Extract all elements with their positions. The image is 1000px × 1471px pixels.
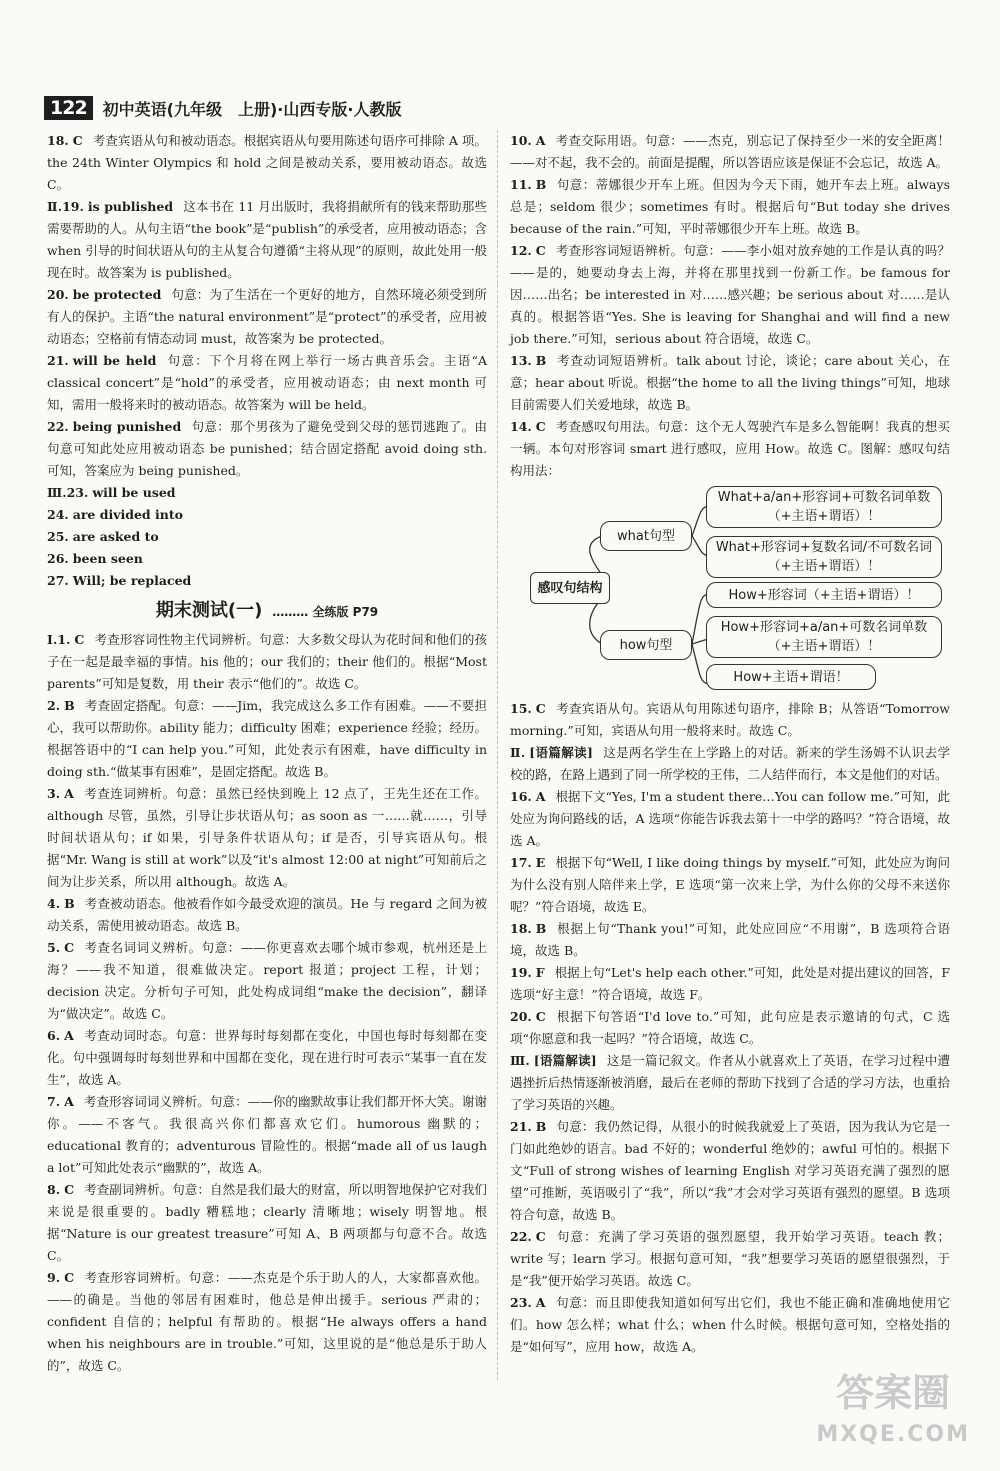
question-number: 17. xyxy=(510,855,532,870)
question-number: 16. xyxy=(510,789,532,804)
answer-entry xyxy=(47,416,487,482)
explanation-text: 考查连词辨析。句意：虽然已经快到晚上 12 点了，王先生还在工作。although 尽管，虽然，引导让步状语从句；as soon as 一……就……，引导时间状语从句；if 如果，引导条件状语从句；if 是否，引导宾语从句。根据“Mr. Wang is still at work”以及“it's almost 12:00 at night”可知前后之间为让步关系，所以用 although。故选 A。 xyxy=(47,786,487,889)
answer-entry xyxy=(47,1091,487,1179)
answer-entry xyxy=(510,240,950,350)
page-number: 122 xyxy=(44,96,93,120)
answer-key: E xyxy=(535,855,546,870)
question-number: 26. xyxy=(47,551,69,566)
answer-key: C xyxy=(535,1229,546,1244)
explanation-text: 考查名词词义辨析。句意：——你更喜欢去哪个城市参观，杭州还是上海？——我不知道，很难做决定。report 报道；project 工程，计划；decision 决定。分析句子可知，此处构成词组“make the decision”，翻译为“做决定”。故选 C。 xyxy=(47,940,487,1021)
question-number: 21. xyxy=(47,353,69,368)
answer-entry xyxy=(510,1006,950,1050)
question-number: 6. xyxy=(47,1028,61,1043)
explanation-text: 根据上句“Thank you!”可知，此处应回应“不用谢”，B 选项符合语境，故选 B。 xyxy=(510,921,950,958)
answer-key: A xyxy=(64,1094,74,1109)
answer-key: A xyxy=(535,1295,546,1310)
answer-entry xyxy=(47,695,487,783)
explanation-text: 考查宾语从句。宾语从句用陈述句语序，排除 B；从答语“Tomorrow morning.”可知，宾语从句用一般将来时。故选 C。 xyxy=(510,701,950,738)
watermark-url: MXQE.COM xyxy=(816,1422,970,1447)
section-title-text: 期末测试(一) xyxy=(155,600,263,621)
explanation-text: 句意：下个月将在网上举行一场古典音乐会。主语“A classical concert”是“hold”的承受者，应用被动语态；由 next month 可知，需用一般将来时的被动语态。故答案为 will be held。 xyxy=(47,353,488,412)
answer-key: A xyxy=(64,786,74,801)
answer-entry xyxy=(47,629,487,695)
answer-key: A xyxy=(535,789,546,804)
answer-entry xyxy=(510,1226,950,1292)
question-number: 20. xyxy=(510,1009,532,1024)
question-number: 15. xyxy=(510,701,532,716)
explanation-text: 句意：为了生活在一个更好的地方，自然环境必须受到所有人的保护。主语“the natural environment”是“protect”的承受者，应用被动语态；空格前有情态动词 must，故答案为 be protected。 xyxy=(47,287,487,346)
explanation-text: 考查被动语态。他被看作如今最受欢迎的演员。He 与 regard 之间为被动关系，需使用被动语态。故选 B。 xyxy=(47,896,487,933)
answer-entry xyxy=(510,174,950,240)
how-item-2: How+形容词+a/an+可数名词单数（+主语+谓语）！ xyxy=(706,616,942,658)
answer-key: C xyxy=(64,1182,75,1197)
explanation-text: 考查动词短语辨析。talk about 讨论，谈论；care about 关心，在意；hear about 听说。根据“the home to all the living things”可知，地球目前需要人们关爱地球，故选 B。 xyxy=(510,353,950,412)
how-item-1: How+形容词（+主语+谓语）！ xyxy=(706,582,942,608)
answer-entry xyxy=(47,1267,487,1377)
question-number: 21. xyxy=(510,1119,532,1134)
answer-key: B xyxy=(64,698,75,713)
right-column xyxy=(510,130,950,1358)
answer-key: C xyxy=(64,1270,75,1285)
answer-entry xyxy=(510,918,950,962)
question-number: 10. xyxy=(510,133,532,148)
answer-key: C xyxy=(64,940,75,955)
answer-entry xyxy=(510,416,950,482)
answer-key: B xyxy=(535,1119,547,1134)
left-column xyxy=(47,130,487,1377)
explanation-text: 考查宾语从句和被动语态。根据宾语从句要用陈述句语序可排除 A 项。the 24th Winter Olympics 和 hold 之间是被动关系，要用被动语态。故选 C。 xyxy=(47,133,487,192)
explanation-text: 根据上句“Let's help each other.”可知，此处是对提出建议的回答，F 选项“好主意！”符合语境，故选 F。 xyxy=(510,965,950,1002)
answer-key: is published xyxy=(87,199,174,214)
answer-key: be protected xyxy=(72,287,162,302)
answer-key: A xyxy=(64,1028,74,1043)
answer-key: F xyxy=(535,965,545,980)
watermark-text: 答案圈 xyxy=(836,1371,951,1415)
question-number: 2. xyxy=(47,698,61,713)
explanation-text: 考查形容词性物主代词辨析。句意：大多数父母认为花时间和他们的孩子在一起是最幸福的事情。his 他的；our 我们的；their 他们的。根据“Most parents”可知是复数，用 their 表示“他们的”。故选 C。 xyxy=(47,632,487,691)
explanation-text: 根据下文“Yes, I'm a student there…You can follow me.”可知，此处应为询问路线的话，A 选项“你能告诉我去第十一中学的路吗？”符合语境，故选 A。 xyxy=(510,789,950,848)
page-header xyxy=(44,90,960,126)
question-number: 5. xyxy=(47,940,61,955)
answer-key: C xyxy=(535,701,546,716)
explanation-text: 句意：而且即使我知道如何写出它们，我也不能正确和准确地使用它们。how 怎么样；what 什么；when 什么时候。根据句意可知，空格处指的是“如何写”，应用 how，故选 A。 xyxy=(510,1295,950,1354)
answer-key: C xyxy=(74,632,85,647)
explanation-text: 考查形容词辨析。句意：——杰克是个乐于助人的人，大家都喜欢他。——的确是。当他的邻居有困难时，他总是伸出援手。serious 严肃的；confident 自信的；helpful 有帮助的。根据“He always offers a hand when his neighbours are in trouble.”可知，这里说的是“他总是乐于助人的”，故选 C。 xyxy=(47,1270,487,1373)
answer-entry xyxy=(47,1025,487,1091)
question-number: 18. xyxy=(47,133,69,148)
answer-entry xyxy=(510,350,950,416)
answer-entry xyxy=(47,350,487,416)
answer-entry xyxy=(510,852,950,918)
answer-key: C xyxy=(72,133,83,148)
explanation-text: 考查感叹句用法。句意：这个无人驾驶汽车是多么智能啊！我真的想买一辆。本句对形容词 smart 进行感叹，应用 How。故选 C。图解：感叹句结构用法： xyxy=(510,419,950,478)
answer-entry xyxy=(47,284,487,350)
explanation-text: 这是一篇记叙文。作者从小就喜欢上了英语，在学习过程中遭遇挫折后热情逐渐被消磨，最后在老师的帮助下找到了合适的学习方法，也重拾了学习英语的兴趣。 xyxy=(510,1053,950,1112)
answer-entry xyxy=(47,548,487,570)
column-divider xyxy=(497,130,498,1380)
question-number: Ⅱ.19. xyxy=(47,199,84,214)
explanation-text: 考查形容词短语辨析。句意：——李小姐对放弃她的工作是认真的吗？——是的，她要动身去上海，并将在那里找到一份新工作。be famous for 因……出名；be interested in 对……感兴趣；be serious about 对……是认真的。根据答语“Yes. She is leaving for Shanghai and will find a new job there.”可知，serious about 符合语境，故选 C。 xyxy=(510,243,950,346)
explanation-text: 根据下句“Well, I like doing things by myself.”可知，此处应为询问为什么没有别人陪伴来上学，E 选项“第一次来上学，为什么你的父母不来送你呢？”符合语境，故选 E。 xyxy=(510,855,950,914)
answer-entry xyxy=(47,570,487,592)
answer-key: being punished xyxy=(72,419,182,434)
answer-entry xyxy=(47,130,487,196)
question-number: 13. xyxy=(510,353,532,368)
answer-entry xyxy=(510,1292,950,1358)
answer-entry xyxy=(510,742,950,786)
explanation-text: 句意：充满了学习英语的强烈愿望，我开始学习英语。teach 教；write 写；learn 学习。根据句意可知，“我”想要学习英语的愿望很强烈，于是“我”便开始学习英语。故选 C。 xyxy=(510,1229,950,1288)
answer-entry xyxy=(47,482,487,504)
answer-key: are divided into xyxy=(72,507,183,522)
answer-key: Will; be replaced xyxy=(72,573,192,588)
question-number: 20. xyxy=(47,287,69,302)
answer-key: C xyxy=(535,1009,546,1024)
section-title xyxy=(47,600,487,623)
explanation-text: 考查交际用语。句意：——杰克，别忘记了保持至少一米的安全距离！——对不起，我不会的。前面是提醒，所以答语应该是保证不会忘记，故选 A。 xyxy=(510,133,950,170)
question-number: 25. xyxy=(47,529,69,544)
answer-key: will be held xyxy=(72,353,157,368)
answer-entry xyxy=(47,893,487,937)
answer-key: C xyxy=(535,419,546,434)
answer-key: B xyxy=(535,921,547,936)
explanation-text: 这是两名学生在上学路上的对话。新来的学生汤姆不认识去学校的路，在路上遇到了同一所学校的王伟，二人结伴而行，本文是他们的对话。 xyxy=(510,745,950,782)
answer-entry xyxy=(47,504,487,526)
question-number: 4. xyxy=(47,896,61,911)
explanation-text: 考查形容词词义辨析。句意：——你的幽默故事让我们都开怀大笑。谢谢你。——不客气。我很高兴你们都喜欢它们。humorous 幽默的；educational 教育的；adventurous 冒险性的。根据“made all of us laugh a lot”可知此处表示“幽默的”，故选 A。 xyxy=(47,1094,487,1175)
answer-entry xyxy=(47,937,487,1025)
question-number: 8. xyxy=(47,1182,61,1197)
question-number: 23. xyxy=(510,1295,532,1310)
question-number: 18. xyxy=(510,921,532,936)
answer-key: [语篇解读] xyxy=(533,1053,597,1068)
answer-entry xyxy=(510,1050,950,1116)
what-item-1: What+a/an+形容词+可数名词单数（+主语+谓语）！ xyxy=(706,486,942,528)
question-number: 11. xyxy=(510,177,532,192)
answer-key: [语篇解读] xyxy=(529,745,593,760)
question-number: 14. xyxy=(510,419,532,434)
question-number: 19. xyxy=(510,965,532,980)
question-number: Ⅰ.1. xyxy=(47,632,71,647)
question-number: 3. xyxy=(47,786,61,801)
how-item-3: How+主语+谓语！ xyxy=(706,664,876,690)
answer-entry xyxy=(47,526,487,548)
answer-entry xyxy=(510,786,950,852)
answer-entry xyxy=(47,1179,487,1267)
answer-entry xyxy=(510,962,950,1006)
explanation-text: 句意：那个男孩为了避免受到父母的惩罚逃跑了。由句意可知此处应用被动语态 be punished；结合固定搭配 avoid doing sth. 可知，答案应为 being punished。 xyxy=(47,419,487,478)
answer-key: B xyxy=(64,896,75,911)
book-title: 初中英语(九年级 上册)·山西专版·人教版 xyxy=(102,99,402,119)
answer-key: been seen xyxy=(72,551,143,566)
question-number: 9. xyxy=(47,1270,61,1285)
answer-key: B xyxy=(535,353,547,368)
explanation-text: 句意：蒂娜很少开车上班。但因为今天下雨，她开车去上班。always 总是；seldom 很少；sometimes 有时。根据后句“But today she drives because of the rain.”可知，平时蒂娜很少开车上班。故选 B。 xyxy=(510,177,950,236)
question-number: 24. xyxy=(47,507,69,522)
explanation-text: 根据下句答语“I'd love to.”可知，此句应是表示邀请的句式，C 选项“你愿意和我一起吗？”符合语境，故选 C。 xyxy=(510,1009,950,1046)
question-number: 22. xyxy=(510,1229,532,1244)
answer-key: C xyxy=(535,243,546,258)
diagram-root: 感叹句结构 xyxy=(530,572,610,604)
what-item-2: What+形容词+复数名词/不可数名词（+主语+谓语）！ xyxy=(706,536,942,578)
question-number: 22. xyxy=(47,419,69,434)
answer-key: B xyxy=(535,177,547,192)
watermark-logo xyxy=(816,1372,970,1456)
what-branch: what句型 xyxy=(600,521,692,551)
explanation-text: 考查动词时态。句意：世界每时每刻都在变化，中国也每时每刻都在变化。句中强调每时每刻世界和中国都在变化，现在进行时可表示“某事一直在发生”，故选 A。 xyxy=(47,1028,487,1087)
answer-key: are asked to xyxy=(72,529,159,544)
exclamation-structure-diagram xyxy=(510,484,950,694)
answer-entry xyxy=(47,783,487,893)
explanation-text: 这本书在 11 月出版时，我将捐献所有的钱来帮助那些需要帮助的人。从句主语“the book”是“publish”的承受者，应用被动语态；含 when 引导的时间状语从句的主从复合句遵循“主将从现”的原则，故此处用一般现在时。故答案为 is published。 xyxy=(47,199,487,280)
section-subtitle: ……… 全练版 P79 xyxy=(272,605,379,619)
answer-entry xyxy=(510,698,950,742)
question-number: Ⅱ. xyxy=(510,745,526,760)
answer-key: will be used xyxy=(92,485,176,500)
explanation-text: 考查固定搭配。句意：——Jim，我完成这么多工作有困难。——不要担心，我可以帮助你。ability 能力；difficulty 困难；experience 经验；经历。根据答语中的“I can help you.”可知，此处表示有困难，have difficulty in doing sth.“做某事有困难”，是固定搭配。故选 B。 xyxy=(47,698,487,779)
answer-entry xyxy=(510,130,950,174)
question-number: Ⅲ. xyxy=(510,1053,530,1068)
explanation-text: 考查副词辨析。句意：自然是我们最大的财富，所以明智地保护它对我们来说是很重要的。badly 糟糕地；clearly 清晰地；wisely 明智地。根据“Nature is our greatest treasure”可知 A、B 两项都与句意不合。故选 C。 xyxy=(47,1182,487,1263)
explanation-text: 句意：我仍然记得，从很小的时候我就爱上了英语，因为我认为它是一门如此绝妙的语言。bad 不好的；wonderful 绝妙的；awful 可怕的。根据下文“Full of strong wishes of learning English 对学习英语充满了强烈的愿望”可推断，英语吸引了“我”，所以“我”才会对学习英语有强烈的愿望。B 选项符合句意，故选 B。 xyxy=(510,1119,950,1222)
question-number: Ⅲ.23. xyxy=(47,485,89,500)
answer-entry xyxy=(510,1116,950,1226)
question-number: 27. xyxy=(47,573,69,588)
how-branch: how句型 xyxy=(600,630,692,660)
question-number: 7. xyxy=(47,1094,61,1109)
answer-entry xyxy=(47,196,487,284)
answer-key: A xyxy=(535,133,546,148)
question-number: 12. xyxy=(510,243,532,258)
